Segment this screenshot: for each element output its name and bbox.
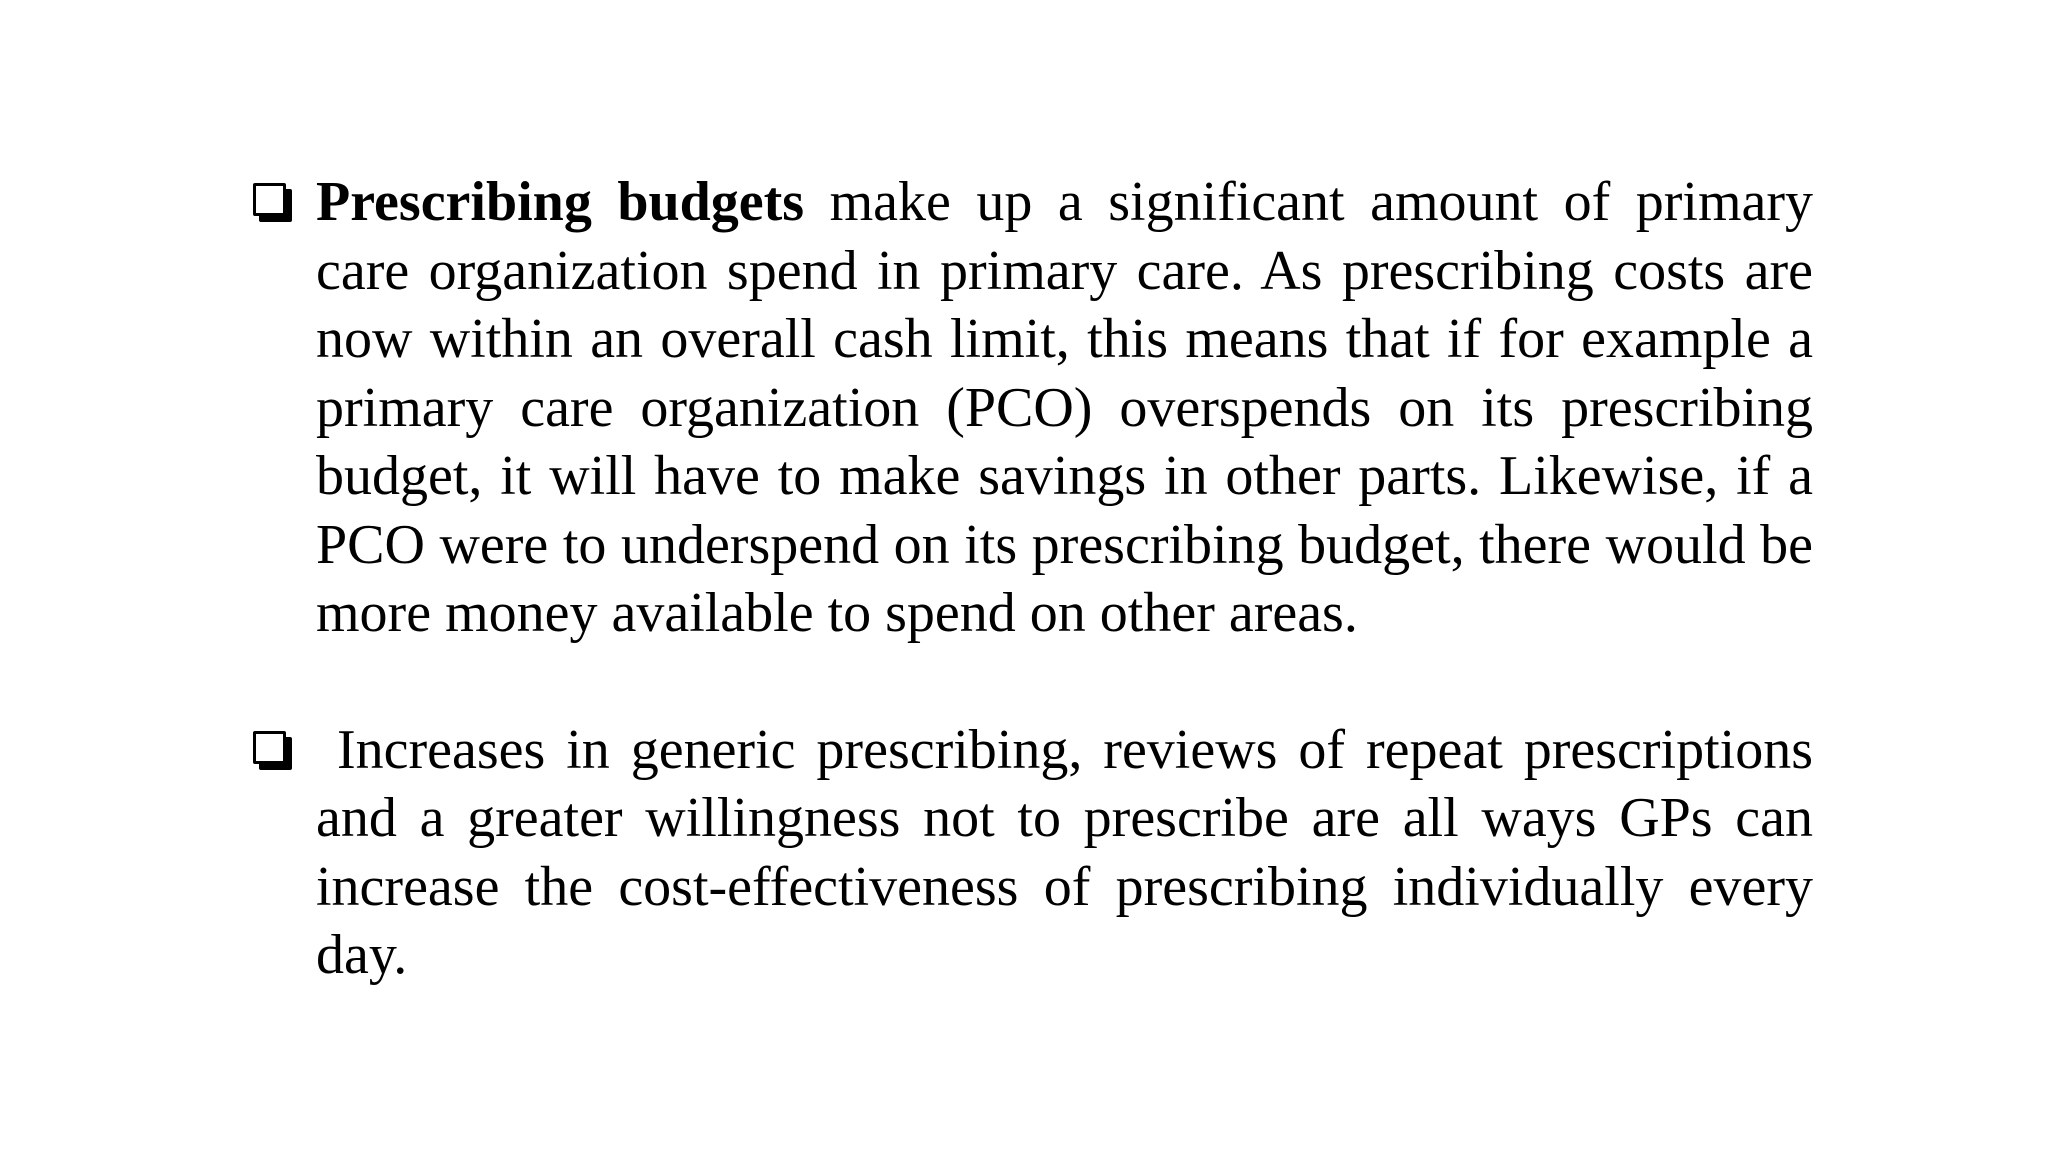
bullet-lead-bold: Prescribing budgets — [316, 171, 805, 233]
checkbox-bullet-icon — [253, 731, 286, 764]
bullet-list — [253, 168, 1813, 990]
bullet-item-prescribing-budgets — [253, 168, 1813, 648]
bullet-text: make up a significant amount of primary care organization spend in primary care. As prescribing costs are now within an overall cash limit, this means that if for example a primary care organization (PCO) overspends on its prescribing budget, it will have to make savings in other parts. Likewise, if a PCO were to underspend on its prescribing budget, there would be more money available to spend on other areas. — [316, 171, 1814, 644]
bullet-item-generic-prescribing — [253, 716, 1813, 990]
checkbox-bullet-icon — [253, 183, 286, 216]
bullet-text: Increases in generic prescribing, reviews of repeat prescriptions and a greater willingness not to prescribe are all ways GPs can increase the cost-effectiveness of prescribing individually every day. — [316, 718, 1813, 986]
